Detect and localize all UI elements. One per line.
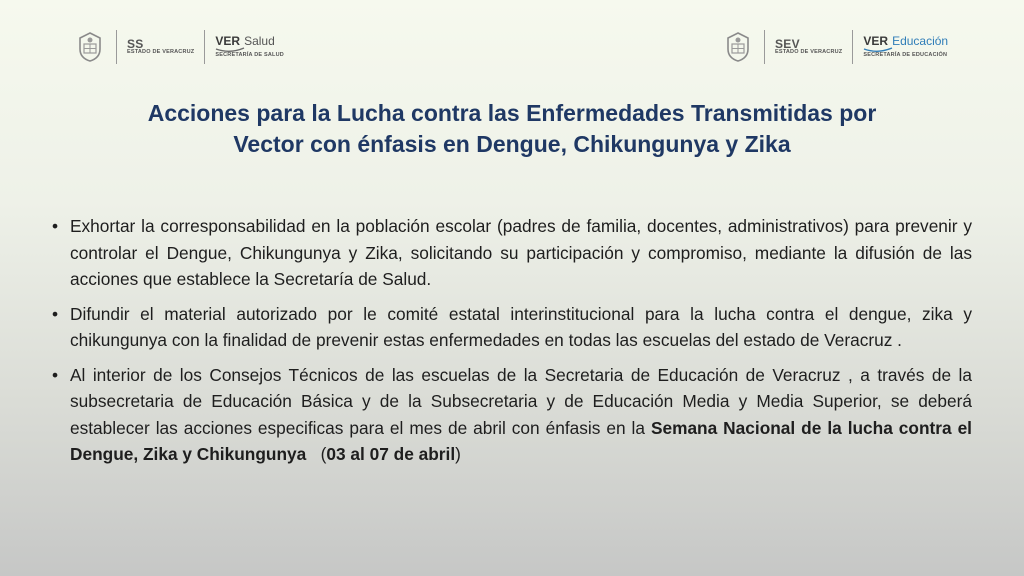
bullet-item <box>52 213 972 293</box>
bullet-text: Exhortar la corresponsabilidad en la población escolar (padres de familia, docentes, administrativos) para prevenir y controlar el Dengue, Chikungunya y Zika, solicitando su participación y compromiso, mediante la difusión de las acciones que establece la Secretaría de Salud. <box>70 216 972 289</box>
ss-logo <box>127 38 194 56</box>
bullet-text-mid: ( <box>306 444 327 464</box>
bullet-text: Difundir el material autorizado por le comité estatal interinstitucional para la lucha contra el dengue, zika y chikungunya con la finalidad de prevenir estas enfermedades en todas las escuelas del estado de Veracruz . <box>70 303 972 350</box>
sev-logo <box>775 38 842 56</box>
ver-educacion-logo-name: Educación <box>892 33 949 48</box>
bullet-dot: • <box>52 216 59 236</box>
slide-title <box>60 98 964 160</box>
ver-salud-logo-ver: VER <box>215 33 241 48</box>
sev-logo-subtitle: ESTADO DE VERACRUZ <box>775 49 843 56</box>
bullet-text: Al interior de los Consejos Técnicos de las escuelas de la Secretaria de Educación de Veracruz , a través de la subsecretaria de Educación Básica y de la Subsecretaria y de Educación Media y Media Superior, se deberá establecer las acciones especificas para el mes de abril con énfasis en la <box>70 364 972 438</box>
ver-salud-logo <box>215 35 284 59</box>
slide-title-line2: Vector con énfasis en Dengue, Chikungunya y Zika <box>233 131 791 157</box>
veracruz-seal-icon <box>74 30 106 64</box>
ver-salud-logo-subtitle: SECRETARÍA DE SALUD <box>215 52 284 59</box>
logo-divider <box>116 30 117 64</box>
bullet-item <box>52 301 972 354</box>
header-logos-right <box>722 30 948 64</box>
bullet-text-end: ) <box>455 444 461 464</box>
logo-divider <box>204 30 205 64</box>
bullet-list <box>52 213 972 476</box>
ss-logo-abbr: SS <box>127 36 144 51</box>
bullet-item <box>52 362 972 468</box>
header-logos-left <box>74 30 284 64</box>
veracruz-seal-icon <box>722 30 754 64</box>
logo-divider <box>852 30 853 64</box>
ver-educacion-logo <box>863 35 948 59</box>
logo-divider <box>764 30 765 64</box>
slide-title-line1: Acciones para la Lucha contra las Enfermedades Transmitidas por <box>147 100 877 126</box>
ver-educacion-logo-subtitle: SECRETARÍA DE EDUCACIÓN <box>863 52 948 59</box>
ver-salud-logo-name: Salud <box>244 33 275 48</box>
bullet-dot: • <box>52 303 59 324</box>
bullet-dot: • <box>52 364 59 385</box>
ss-logo-subtitle: ESTADO DE VERACRUZ <box>127 49 195 56</box>
campaign-dates: 03 al 07 de abril <box>326 444 456 464</box>
ver-educacion-logo-ver: VER <box>863 33 889 48</box>
campaign-name: Semana Nacional de la lucha contra el Dengue, Zika y Chikungunya <box>70 417 972 464</box>
sev-logo-abbr: SEV <box>775 36 800 51</box>
